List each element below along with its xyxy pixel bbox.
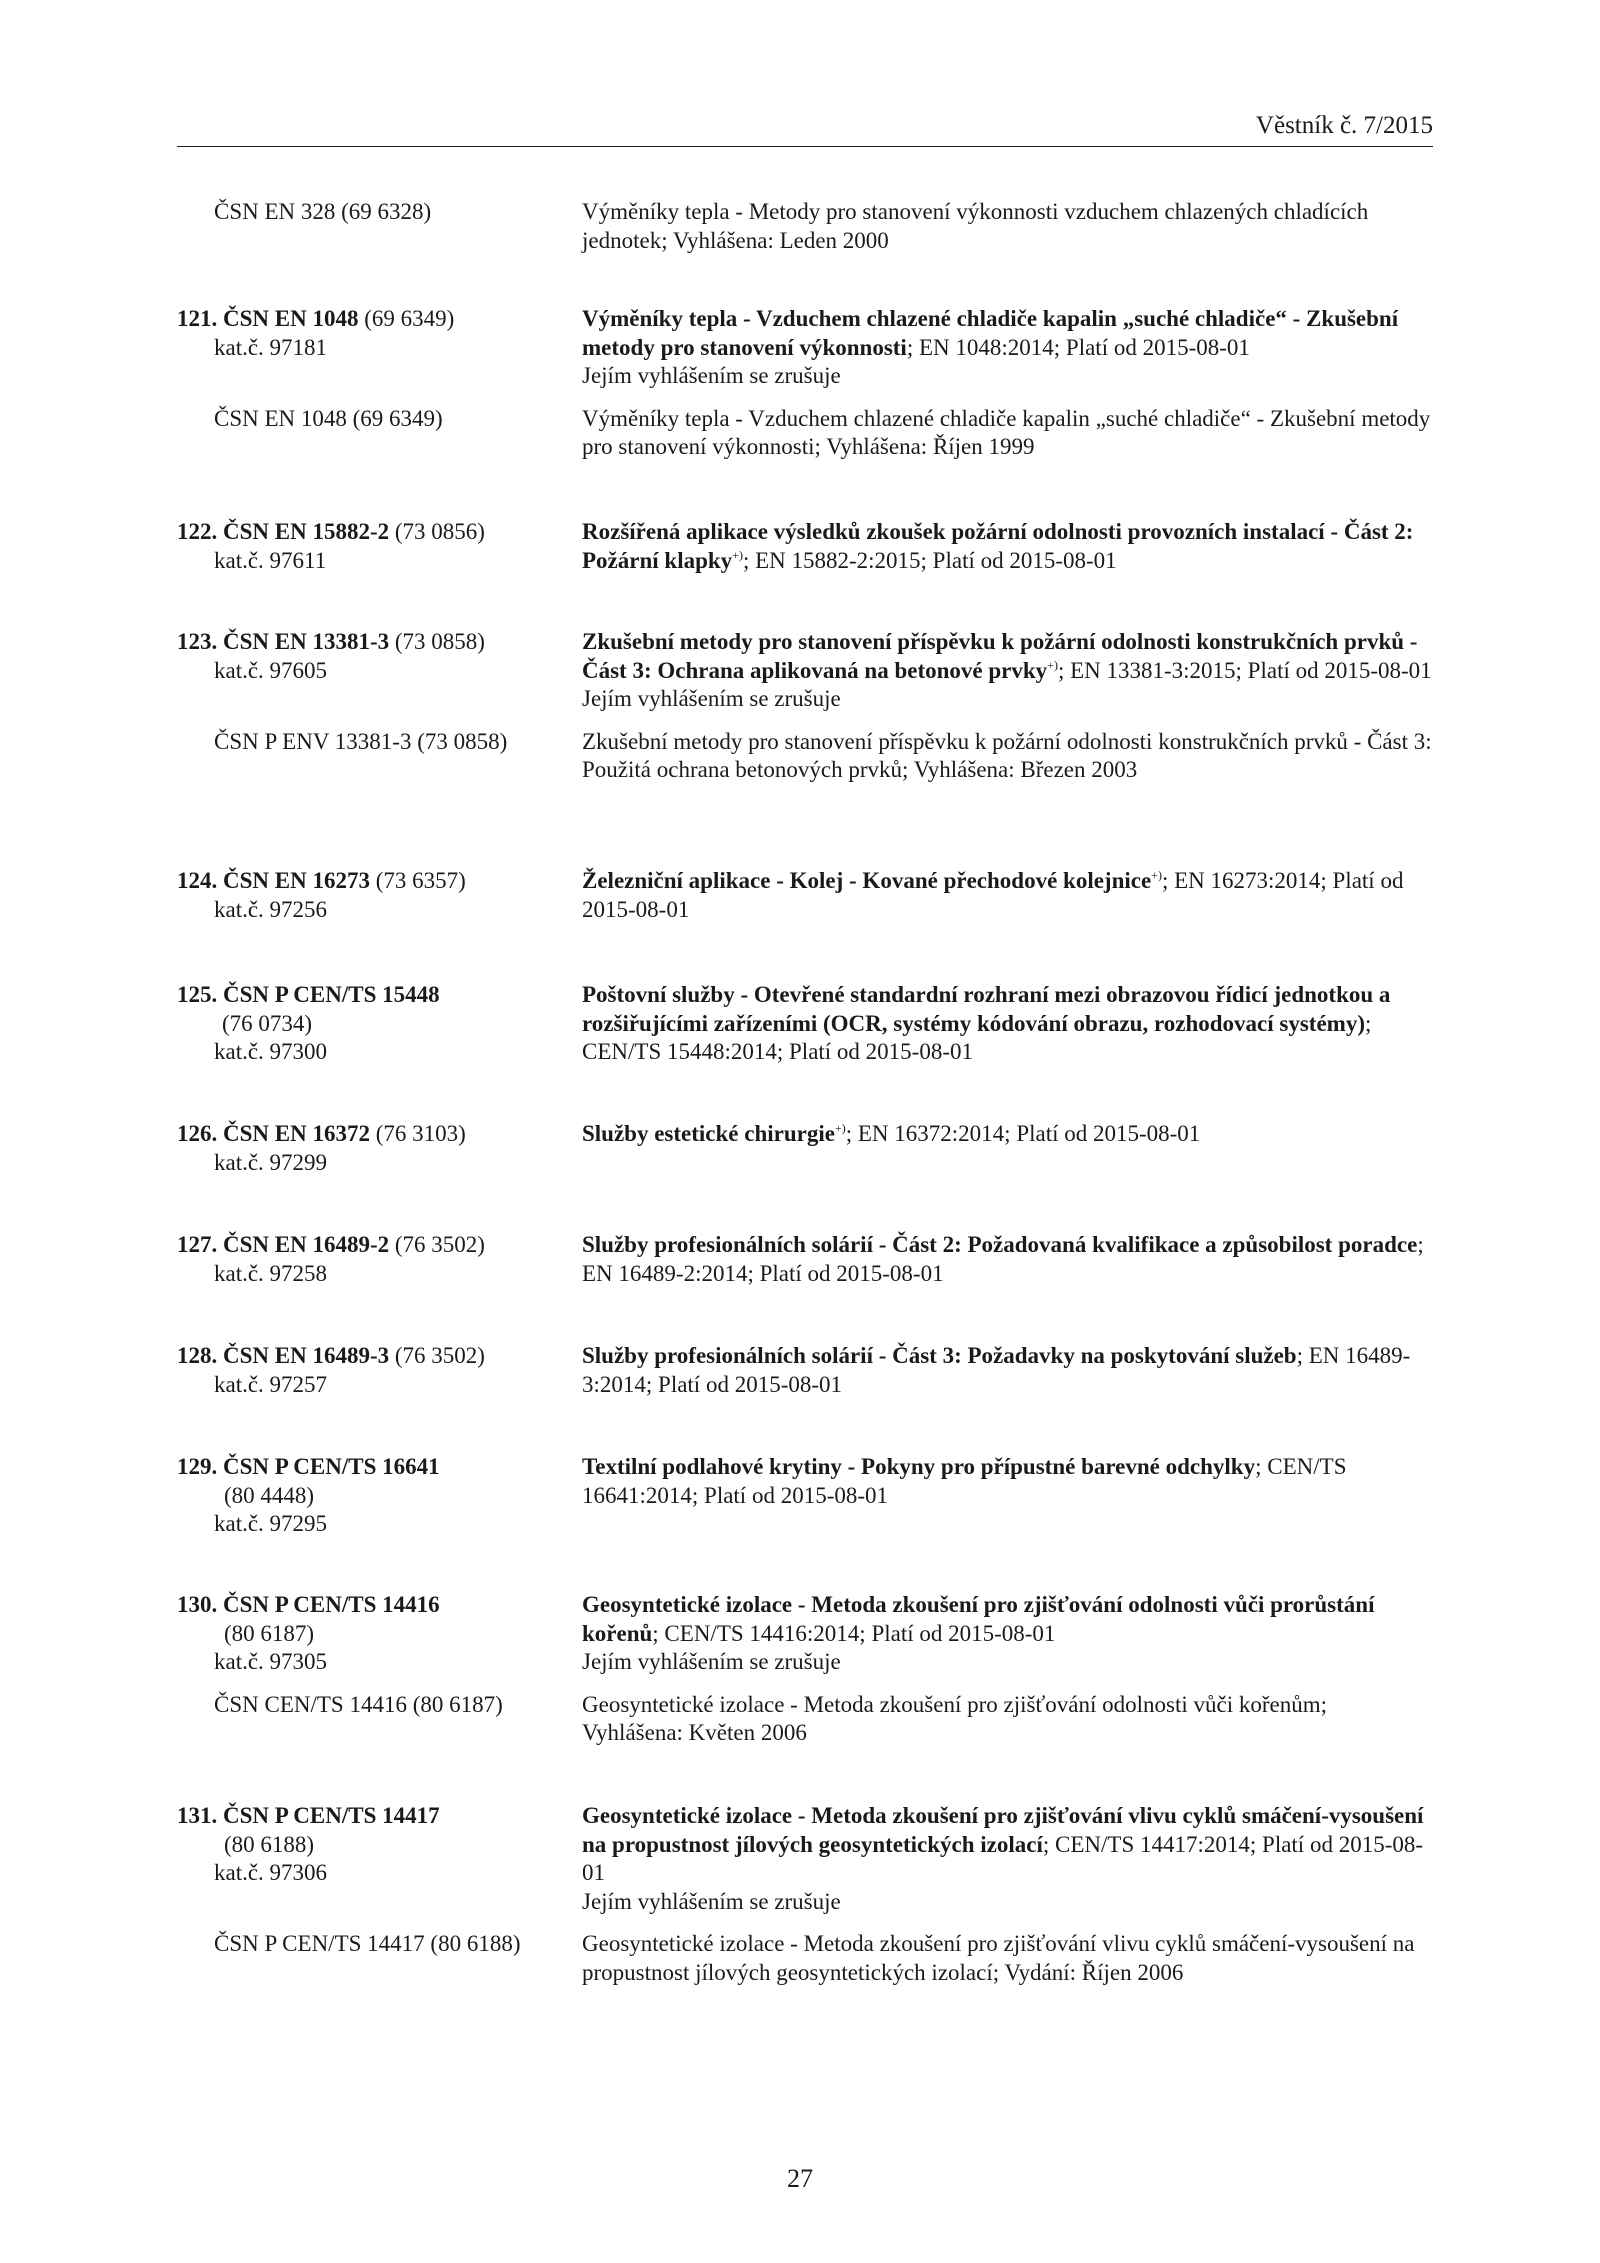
main-standard bbox=[177, 1591, 1433, 1677]
standard-class: (73 0858) bbox=[389, 629, 485, 654]
main-standard bbox=[177, 981, 1433, 1067]
replaced-title: Výměníky tepla - Metody pro stanovení výkonnosti vzduchem chlazených chladících jednotek bbox=[582, 199, 1369, 253]
entry-number: 127. bbox=[177, 1232, 218, 1257]
catalog-number: kat.č. 97181 bbox=[214, 334, 328, 360]
entry-number: 130. bbox=[177, 1592, 218, 1617]
standard-class: (80 6188) bbox=[224, 1831, 315, 1857]
replaced-description bbox=[582, 1691, 1433, 1748]
standard-description bbox=[582, 1802, 1433, 1916]
standard-entry-127 bbox=[177, 1231, 1433, 1288]
replaced-title: Výměníky tepla - Vzduchem chlazené chladiče kapalin „suché chladiče“ - Zkušební metody pro stanovení výkonnosti bbox=[582, 405, 1431, 459]
catalog-number: kat.č. 97305 bbox=[214, 1649, 328, 1674]
standard-entry-121 bbox=[177, 305, 1433, 462]
catalog-number: kat.č. 97256 bbox=[214, 896, 328, 922]
header-rule bbox=[177, 146, 1433, 147]
replaced-title: Zkušební metody pro stanovení příspěvku k požární odolnosti konstrukčních prvků - Část 3: Použitá ochrana betonových prvků bbox=[582, 728, 1432, 782]
main-standard bbox=[177, 1342, 1433, 1399]
catalog-number: kat.č. 97299 bbox=[214, 1149, 328, 1175]
standard-code: ČSN EN 1048 bbox=[223, 306, 359, 331]
standard-class: (80 6187) bbox=[224, 1620, 315, 1646]
standard-entry-124 bbox=[177, 867, 1433, 924]
catalog-number: kat.č. 97306 bbox=[214, 1860, 328, 1885]
standard-description bbox=[582, 518, 1433, 575]
standard-info: ; EN 16372:2014; Platí od 2015-08-01 bbox=[845, 1121, 1201, 1146]
standard-info: ; EN 16273:2014; Platí od 2015-08-01 bbox=[582, 868, 1404, 922]
standard-info: ; EN 15882-2:2015; Platí od 2015-08-01 bbox=[742, 547, 1117, 573]
catalog-number: kat.č. 97611 bbox=[214, 547, 327, 573]
standard-class: (76 3502) bbox=[389, 1232, 485, 1257]
standard-code: ČSN P CEN/TS 14417 bbox=[223, 1803, 440, 1828]
standard-entry-126 bbox=[177, 1120, 1433, 1177]
standard-info: ; CEN/TS 14417:2014; Platí od 2015-08-01 bbox=[582, 1831, 1424, 1885]
standard-title: Služby profesionálních solárií - Část 3: Požadavky na poskytování služeb bbox=[582, 1343, 1297, 1368]
standard-code: ČSN P CEN/TS 14416 bbox=[223, 1592, 440, 1617]
catalog-number: kat.č. 97300 bbox=[214, 1039, 328, 1064]
standard-description bbox=[582, 1342, 1433, 1399]
page-number: 27 bbox=[787, 2164, 813, 2193]
standard-title: Služby estetické chirurgie bbox=[582, 1121, 835, 1146]
standard-description bbox=[582, 1453, 1433, 1539]
standard-description bbox=[582, 628, 1433, 714]
replaced-info: ; Vyhlášena: Říjen 1999 bbox=[814, 434, 1035, 459]
standard-description bbox=[582, 305, 1433, 391]
standard-title: Geosyntetické izolace - Metoda zkoušení pro zjišťování odolnosti vůči prorůstání kořenů bbox=[582, 1592, 1375, 1646]
standard-description bbox=[582, 1591, 1433, 1677]
standard-info: ; CEN/TS 14416:2014; Platí od 2015-08-01 bbox=[652, 1620, 1056, 1646]
entry-number: 128. bbox=[177, 1343, 218, 1368]
standard-title: Zkušební metody pro stanovení příspěvku k požární odolnosti konstrukčních prvků - Část 3: Ochrana aplikovaná na betonové prvky bbox=[582, 629, 1418, 683]
standard-info: ; CEN/TS 15448:2014; Platí od 2015-08-01 bbox=[582, 1010, 1372, 1064]
replaced-standard bbox=[177, 1930, 1433, 1987]
replaced-standard bbox=[177, 198, 1433, 255]
withdrawal-note: Jejím vyhlášením se zrušuje bbox=[582, 1649, 841, 1674]
standard-code: ČSN EN 15882-2 bbox=[223, 519, 390, 544]
standard-entry-continuation bbox=[177, 198, 1433, 255]
standard-title: Geosyntetické izolace - Metoda zkoušení pro zjišťování vlivu cyklů smáčení-vysoušení na propustnost jílových geosyntetických izolací bbox=[582, 1803, 1424, 1857]
footnote-marker: +) bbox=[1047, 657, 1058, 672]
standard-info: ; EN 1048:2014; Platí od 2015-08-01 bbox=[906, 334, 1250, 360]
catalog-number: kat.č. 97295 bbox=[214, 1511, 328, 1536]
standard-code: ČSN EN 13381-3 bbox=[223, 629, 390, 654]
standard-entry-122 bbox=[177, 518, 1433, 575]
standard-code: ČSN EN 16489-3 bbox=[223, 1343, 390, 1368]
catalog-number: kat.č. 97257 bbox=[214, 1371, 328, 1397]
main-standard bbox=[177, 1802, 1433, 1916]
standard-info: ; EN 16489-3:2014; Platí od 2015-08-01 bbox=[582, 1343, 1411, 1397]
standard-class: (80 4448) bbox=[224, 1482, 315, 1508]
standard-class: (73 6357) bbox=[369, 868, 466, 893]
entry-number: 124. bbox=[177, 868, 218, 893]
standard-title: Výměníky tepla - Vzduchem chlazené chladiče kapalin „suché chladiče“ - Zkušební metody pro stanovení výkonnosti bbox=[582, 306, 1399, 360]
standard-description bbox=[582, 1120, 1433, 1177]
standard-entry-130 bbox=[177, 1591, 1433, 1748]
standard-entry-123 bbox=[177, 628, 1433, 785]
replaced-info: ; Vyhlášena: Leden 2000 bbox=[661, 227, 889, 253]
entry-number: 123. bbox=[177, 629, 218, 654]
journal-header: Věstník č. 7/2015 bbox=[1255, 112, 1433, 139]
replaced-description bbox=[582, 728, 1433, 785]
standard-class: (76 3103) bbox=[369, 1121, 466, 1146]
standard-class: (76 3502) bbox=[389, 1343, 485, 1368]
standard-class: (73 0856) bbox=[389, 519, 485, 544]
replaced-info: ; Vyhlášena: Březen 2003 bbox=[902, 757, 1138, 782]
entry-number: 131. bbox=[177, 1803, 218, 1828]
main-standard bbox=[177, 305, 1433, 391]
replaced-description bbox=[582, 405, 1433, 462]
entry-number: 129. bbox=[177, 1454, 218, 1479]
entry-number: 121. bbox=[177, 306, 218, 331]
replaced-standard bbox=[177, 1691, 1433, 1748]
replaced-info: ; Vydání: Říjen 2006 bbox=[992, 1959, 1184, 1985]
standard-entry-128 bbox=[177, 1342, 1433, 1399]
main-standard bbox=[177, 518, 1433, 575]
main-standard bbox=[177, 1120, 1433, 1177]
standard-code: ČSN EN 16489-2 bbox=[223, 1232, 390, 1257]
standard-title: Textilní podlahové krytiny - Pokyny pro přípustné barevné odchylky bbox=[582, 1454, 1256, 1479]
replaced-description bbox=[582, 1930, 1433, 1987]
standard-info: ; EN 16489-2:2014; Platí od 2015-08-01 bbox=[582, 1232, 1424, 1286]
replaced-standard bbox=[177, 728, 1433, 785]
footnote-marker: +) bbox=[1151, 868, 1162, 882]
replaced-info: ; Vyhlášena: Květen 2006 bbox=[582, 1691, 1327, 1745]
standard-class: (69 6349) bbox=[358, 306, 455, 331]
standard-description bbox=[582, 981, 1433, 1067]
withdrawal-note: Jejím vyhlášením se zrušuje bbox=[582, 686, 841, 711]
withdrawal-note: Jejím vyhlášením se zrušuje bbox=[582, 1888, 841, 1914]
entry-number: 125. bbox=[177, 982, 218, 1007]
footnote-marker: +) bbox=[732, 547, 743, 562]
standard-description bbox=[582, 1231, 1433, 1288]
standard-title: Služby profesionálních solárií - Část 2: Požadovaná kvalifikace a způsobilost poradce bbox=[582, 1232, 1418, 1257]
main-standard bbox=[177, 628, 1433, 714]
withdrawal-note: Jejím vyhlášením se zrušuje bbox=[582, 363, 841, 388]
standard-description bbox=[582, 867, 1433, 924]
main-standard bbox=[177, 867, 1433, 924]
standard-entry-129 bbox=[177, 1453, 1433, 1539]
standard-title: Rozšířená aplikace výsledků zkoušek požární odolnosti provozních instalací - Část 2: Požární klapky bbox=[582, 519, 1414, 573]
standard-title: Poštovní služby - Otevřené standardní rozhraní mezi obrazovou řídicí jednotkou a rozšiřujícími zařízeními (OCR, systémy kódování obrazu, rozhodovací systémy) bbox=[582, 982, 1391, 1036]
standard-code: ČSN EN 16372 bbox=[223, 1121, 370, 1146]
entry-number: 126. bbox=[177, 1121, 218, 1146]
replaced-code: ČSN P CEN/TS 14417 (80 6188) bbox=[214, 1931, 521, 1956]
catalog-number: kat.č. 97605 bbox=[214, 657, 328, 683]
catalog-number: kat.č. 97258 bbox=[214, 1260, 328, 1286]
replaced-description bbox=[582, 198, 1433, 255]
standard-entry-131 bbox=[177, 1802, 1433, 1987]
standard-class: (76 0734) bbox=[222, 1010, 313, 1036]
replaced-code: ČSN EN 1048 (69 6349) bbox=[214, 405, 443, 431]
replaced-code: ČSN P ENV 13381-3 (73 0858) bbox=[214, 728, 508, 754]
footnote-marker: +) bbox=[834, 1121, 846, 1135]
replaced-standard bbox=[177, 405, 1433, 462]
standard-code: ČSN P CEN/TS 15448 bbox=[223, 982, 440, 1007]
standard-info: ; CEN/TS 16641:2014; Platí od 2015-08-01 bbox=[582, 1454, 1347, 1508]
main-standard bbox=[177, 1453, 1433, 1539]
standard-info: ; EN 13381-3:2015; Platí od 2015-08-01 bbox=[1057, 657, 1432, 683]
standard-code: ČSN P CEN/TS 16641 bbox=[223, 1454, 440, 1479]
main-standard bbox=[177, 1231, 1433, 1288]
entry-number: 122. bbox=[177, 519, 218, 544]
standard-code: ČSN EN 16273 bbox=[223, 868, 370, 893]
standard-title: Železniční aplikace - Kolej - Kované přechodové kolejnice bbox=[582, 868, 1152, 893]
standard-entry-125 bbox=[177, 981, 1433, 1067]
replaced-code: ČSN CEN/TS 14416 (80 6187) bbox=[214, 1691, 503, 1717]
replaced-code: ČSN EN 328 (69 6328) bbox=[214, 199, 432, 224]
replaced-title: Geosyntetické izolace - Metoda zkoušení pro zjišťování vlivu cyklů smáčení-vysoušení na propustnost jílových geosyntetických izolací bbox=[582, 1931, 1415, 1985]
replaced-title: Geosyntetické izolace - Metoda zkoušení pro zjišťování odolnosti vůči kořenům bbox=[582, 1691, 1321, 1717]
